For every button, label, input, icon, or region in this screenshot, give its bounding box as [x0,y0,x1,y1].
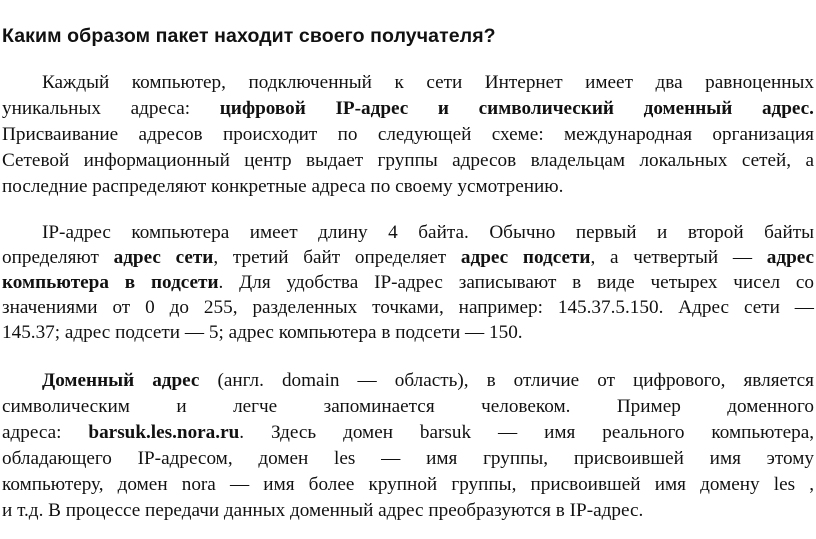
text: адреса: [2,422,62,443]
text: IP-адрес компьютера имеет длину 4 байта. Обычно первый и второй байты [42,222,814,243]
paragraph-2-line-3 [2,270,814,296]
paragraph-3-line-5: компьютеру, домен nora — имя более крупной группы, присвоившей имя домену les , [2,474,814,495]
bold-text: адрес сети [113,247,214,268]
page-title: Каким образом пакет находит своего получателя? [2,25,496,47]
bold-text: адрес подсети [460,247,591,268]
paragraph-2-line-4: значениями от 0 до 255, разделенных точками, например: 145.37.5.150. Адрес сети — [2,297,814,318]
paragraph-1-line-1 [2,70,814,96]
text: . Для удобства IP-адрес записывают в виде четырех чисел со [218,272,814,293]
paragraph-1-line-2 [2,96,814,122]
paragraph-3-line-2: символическим и легче запоминается человеком. Пример доменного [2,396,814,417]
text: уникальных адреса: [2,98,191,119]
bold-text: компьютера в подсети [2,272,219,293]
domain-example: barsuk.les.nora.ru [88,422,240,443]
paragraph-3-line-3 [2,420,814,446]
text: . Здесь домен barsuk — имя реального компьютера, [239,422,815,443]
bold-text: адрес [766,247,815,268]
paragraph-3-line-1 [2,368,814,394]
paragraph-2-line-2 [2,245,814,271]
text: , а четвертый — [590,247,753,268]
paragraph-2-line-1 [2,220,814,246]
text: определяют [2,247,99,268]
paragraph-3-line-6: и т.д. В процессе передачи данных доменный адрес преобразуются в IP-адрес. [2,500,644,521]
paragraph-1-line-4: Сетевой информационный центр выдает группы адресов владельцам локальных сетей, а [2,150,814,171]
paragraph-3-line-4: обладающего IP-адресом, домен les — имя группы, присвоившей имя этому [2,448,814,469]
text: (англ. domain — область), в отличие от цифрового, является [217,370,814,391]
paragraph-1-line-3: Присваивание адресов происходит по следующей схеме: международная организация [2,124,814,145]
bold-text: Доменный адрес [42,370,200,391]
paragraph-1-line-5: последние распределяют конкретные адреса по своему усмотрению. [2,176,564,197]
paragraph-2-line-5: 145.37; адрес подсети — 5; адрес компьютера в подсети — 150. [2,322,523,343]
bold-text: цифровой IP-адрес и символический доменный адрес. [219,98,814,119]
text: , третий байт определяет [213,247,447,268]
text: Каждый компьютер, подключенный к сети Интернет имеет два равноценных [42,72,814,93]
